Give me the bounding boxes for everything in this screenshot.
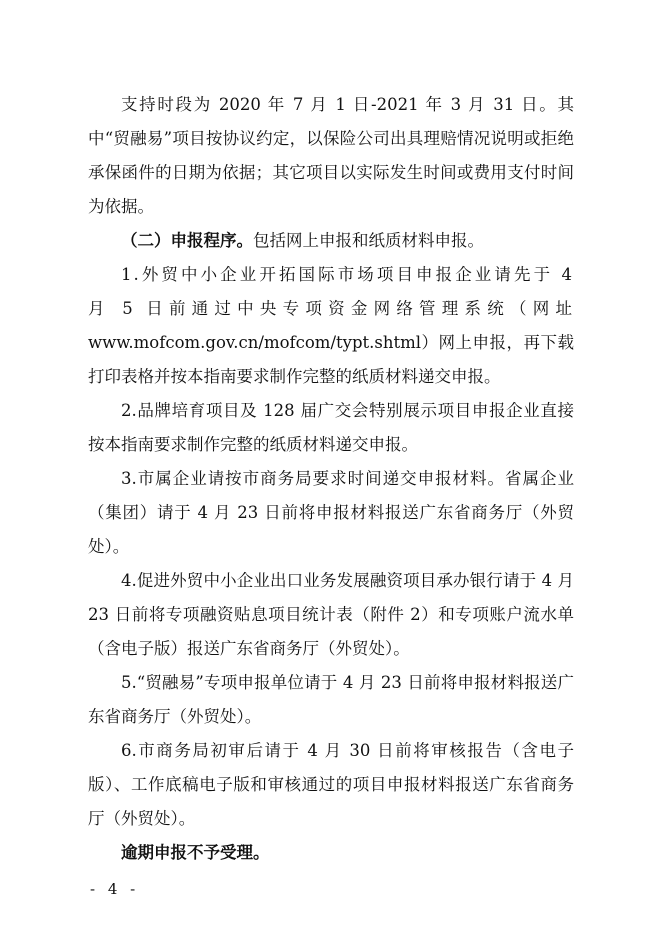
paragraph-item-3: 3.市属企业请按市商务局要求时间递交申报材料。省属企业（集团）请于 4 月 23 日前将申报材料报送广东省商务厅（外贸处）。 [88,469,574,556]
paragraph-item-5: 5.“贸融易”专项申报单位请于 4 月 23 日前将申报材料报送广东省商务厅（外贸处）。 [88,673,574,726]
paragraph-item-1 [88,258,574,394]
page-number: - 4 - [90,880,140,898]
paragraph-item-2: 2.品牌培育项目及 128 届广交会特别展示项目申报企业直接按本指南要求制作完整的纸质材料递交申报。 [88,401,574,454]
item-1-text-b: www.mofcom.gov.cn/mofcom/typt.shtml）网上申报，再下载打印表格并按本指南要求制作完整的纸质材料递交申报。 [88,333,574,386]
item-1-text-a: 1.外贸中小企业开拓国际市场项目申报企业请先于 4 月 5 日前通过中央专项资金网络管理系统（网址 [88,265,574,318]
paragraph-overdue-notice: 逾期申报不予受理。 [121,843,270,862]
paragraph-support-period: 支持时段为 2020 年 7 月 1 日-2021 年 3 月 31 日。其中“贸融易”项目按协议约定，以保险公司出具理赔情况说明或拒绝承保函件的日期为依据；其它项目以实际发生时间或费用支付时间为依据。 [88,95,574,216]
section-heading-text: 包括网上申报和纸质材料申报。 [253,231,484,250]
paragraph-procedure-heading [88,224,574,258]
paragraph-item-6: 6.市商务局初审后请于 4 月 30 日前将审核报告（含电子版）、工作底稿电子版和审核通过的项目申报材料报送广东省商务厅（外贸处）。 [88,741,574,828]
section-heading: （二）申报程序。 [121,231,253,250]
paragraph-item-4: 4.促进外贸中小企业出口业务发展融资项目承办银行请于 4 月 23 日前将专项融资贴息项目统计表（附件 2）和专项账户流水单（含电子版）报送广东省商务厅（外贸处）。 [88,571,574,658]
document-body [88,88,574,870]
